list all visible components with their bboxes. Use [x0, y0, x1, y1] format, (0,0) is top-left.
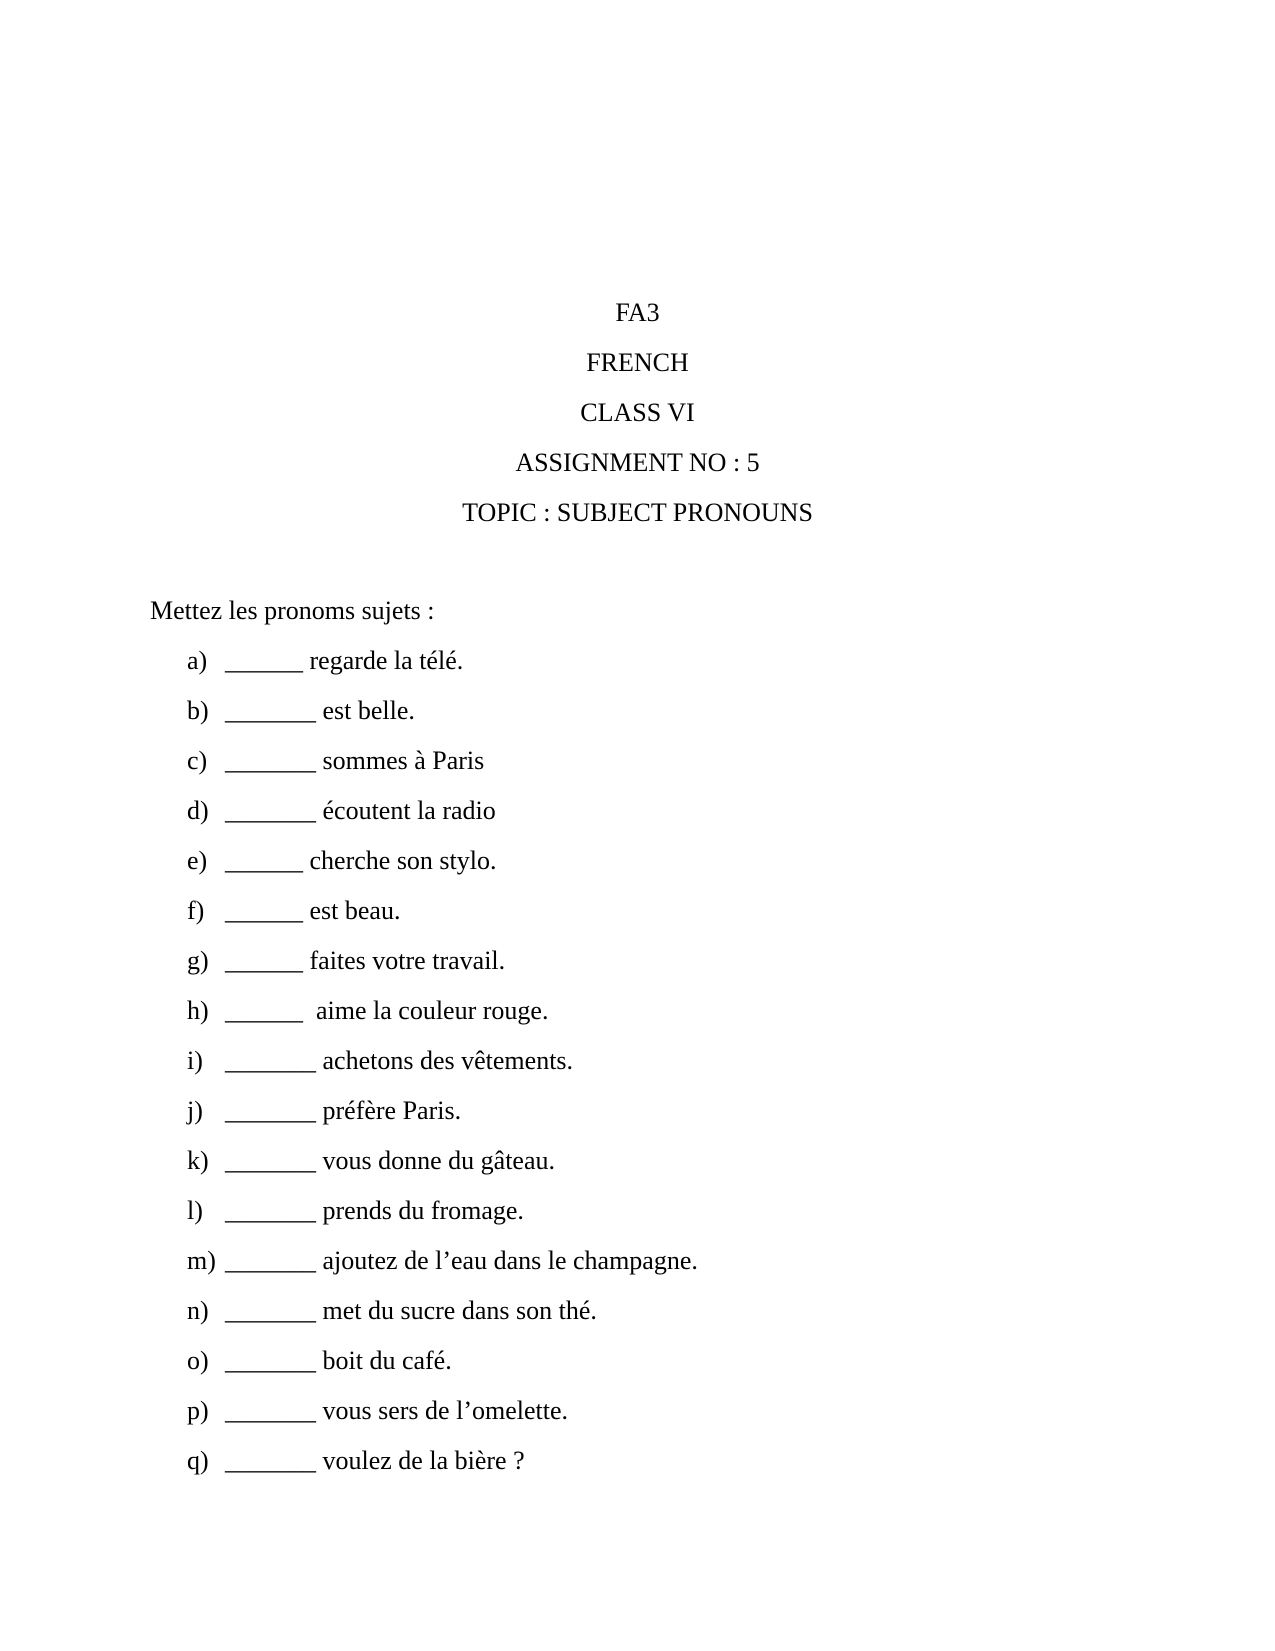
exercise-marker: m) [187, 1246, 216, 1275]
exercise-sentence: ______ est beau. [225, 896, 401, 925]
instruction-text: Mettez les pronoms sujets : [150, 596, 435, 625]
exercise-marker: l) [187, 1196, 203, 1225]
exercise-sentence: ______ aime la couleur rouge. [225, 996, 549, 1025]
exercise-marker: f) [187, 896, 205, 925]
exercise-sentence: _______ vous donne du gâteau. [225, 1146, 556, 1175]
exercise-sentence: ______ regarde la télé. [225, 646, 464, 675]
exercise-marker: p) [187, 1396, 209, 1425]
exercise-sentence: _______ écoutent la radio [225, 796, 496, 825]
exercise-sentence: _______ ajoutez de l’eau dans le champagne. [225, 1246, 698, 1275]
exercise-sentence: _______ préfère Paris. [225, 1096, 462, 1125]
exercise-marker: i) [187, 1046, 203, 1075]
exercise-sentence: _______ sommes à Paris [225, 746, 485, 775]
header-class: CLASS VI [580, 398, 695, 427]
exercise-sentence: _______ achetons des vêtements. [225, 1046, 574, 1075]
exercise-sentence: _______ boit du café. [225, 1346, 452, 1375]
exercise-marker: o) [187, 1346, 209, 1375]
header-code: FA3 [615, 298, 660, 327]
header-topic: TOPIC : SUBJECT PRONOUNS [462, 498, 813, 527]
header-assignment: ASSIGNMENT NO : 5 [515, 448, 760, 477]
exercise-marker: g) [187, 946, 209, 975]
exercise-sentence: _______ prends du fromage. [225, 1196, 524, 1225]
exercise-marker: k) [187, 1146, 209, 1175]
exercise-marker: n) [187, 1296, 209, 1325]
exercise-sentence: ______ faites votre travail. [225, 946, 506, 975]
exercise-marker: b) [187, 696, 209, 725]
exercise-sentence: _______ met du sucre dans son thé. [225, 1296, 597, 1325]
exercise-marker: d) [187, 796, 209, 825]
exercise-sentence: _______ est belle. [225, 696, 415, 725]
exercise-sentence: ______ cherche son stylo. [225, 846, 497, 875]
exercise-marker: a) [187, 646, 208, 675]
exercise-marker: e) [187, 846, 208, 875]
exercise-marker: j) [187, 1096, 203, 1125]
header-subject: FRENCH [586, 348, 689, 377]
exercise-marker: c) [187, 746, 208, 775]
exercise-marker: q) [187, 1446, 209, 1475]
exercise-sentence: _______ vous sers de l’omelette. [225, 1396, 568, 1425]
exercise-marker: h) [187, 996, 209, 1025]
worksheet-header [0, 288, 1275, 538]
exercise-sentence: _______ voulez de la bière ? [225, 1446, 525, 1475]
